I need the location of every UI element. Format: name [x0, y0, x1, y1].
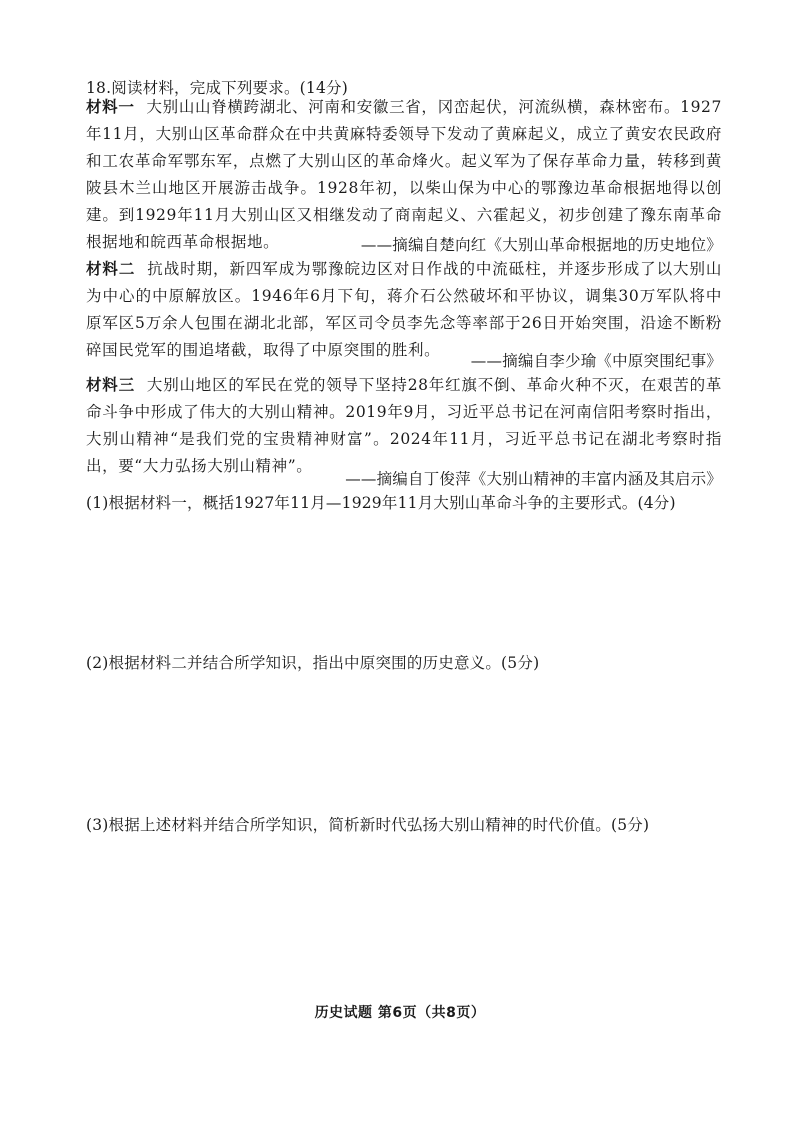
- material-text: 大别山山脊横跨湖北、河南和安徽三省，冈峦起伏，河流纵横，森林密布。1927年11月，大别山区革命群众在中共黄麻特委领导下发动了黄麻起义，成立了黄安农民政府和工农革命军鄂东军，点燃了大别山区的革命烽火。起义军为了保存革命力量，转移到黄陂县木兰山地区开展游击战争。1928年初，以柴山保为中心的鄂豫边革命根据地得以创建。到1929年11月大别山区又相继发动了商南起义、六霍起义，初步创建了豫东南革命根据地和皖西革命根据地。: [86, 98, 722, 251]
- material-three: [86, 372, 722, 480]
- page-footer: 历史试题 第6页（共8页）: [314, 1005, 486, 1021]
- subquestion-1: (1)根据材料一，概括1927年11月—1929年11月大别山革命斗争的主要形式。(4分): [86, 494, 676, 512]
- material-text: 大别山地区的军民在党的领导下坚持28年红旗不倒、革命火种不灭，在艰苦的革命斗争中形成了伟大的大别山精神。2019年9月，习近平总书记在河南信阳考察时指出，大别山精神“是我们党的宝贵精神财富”。2024年11月，习近平总书记在湖北考察时指出，要“大力弘扬大别山精神”。: [86, 376, 722, 475]
- material-label: 材料三: [86, 376, 135, 394]
- material-label: 材料一: [86, 98, 135, 116]
- material-source: ——摘编自楚向红《大别山革命根据地的历史地位》: [360, 236, 722, 254]
- material-two: [86, 256, 722, 364]
- material-one: [86, 94, 722, 256]
- material-source: ——摘编自李少瑜《中原突围纪事》: [470, 352, 722, 370]
- question-header: 18.阅读材料，完成下列要求。(14分): [86, 79, 348, 97]
- subquestion-3: (3)根据上述材料并结合所学知识，简析新时代弘扬大别山精神的时代价值。(5分): [86, 816, 650, 834]
- material-label: 材料二: [86, 260, 136, 278]
- material-text: 抗战时期，新四军成为鄂豫皖边区对日作战的中流砥柱，并逐步形成了以大别山为中心的中原解放区。1946年6月下旬，蒋介石公然破坏和平协议，调集30万军队将中原军区5万余人包围在湖北北部，军区司令员李先念等率部于26日开始突围，沿途不断粉碎国民党军的围追堵截，取得了中原突围的胜利。: [86, 260, 722, 359]
- material-source: ——摘编自丁俊萍《大别山精神的丰富内涵及其启示》: [345, 470, 722, 488]
- subquestion-2: (2)根据材料二并结合所学知识，指出中原突围的历史意义。(5分): [86, 654, 540, 672]
